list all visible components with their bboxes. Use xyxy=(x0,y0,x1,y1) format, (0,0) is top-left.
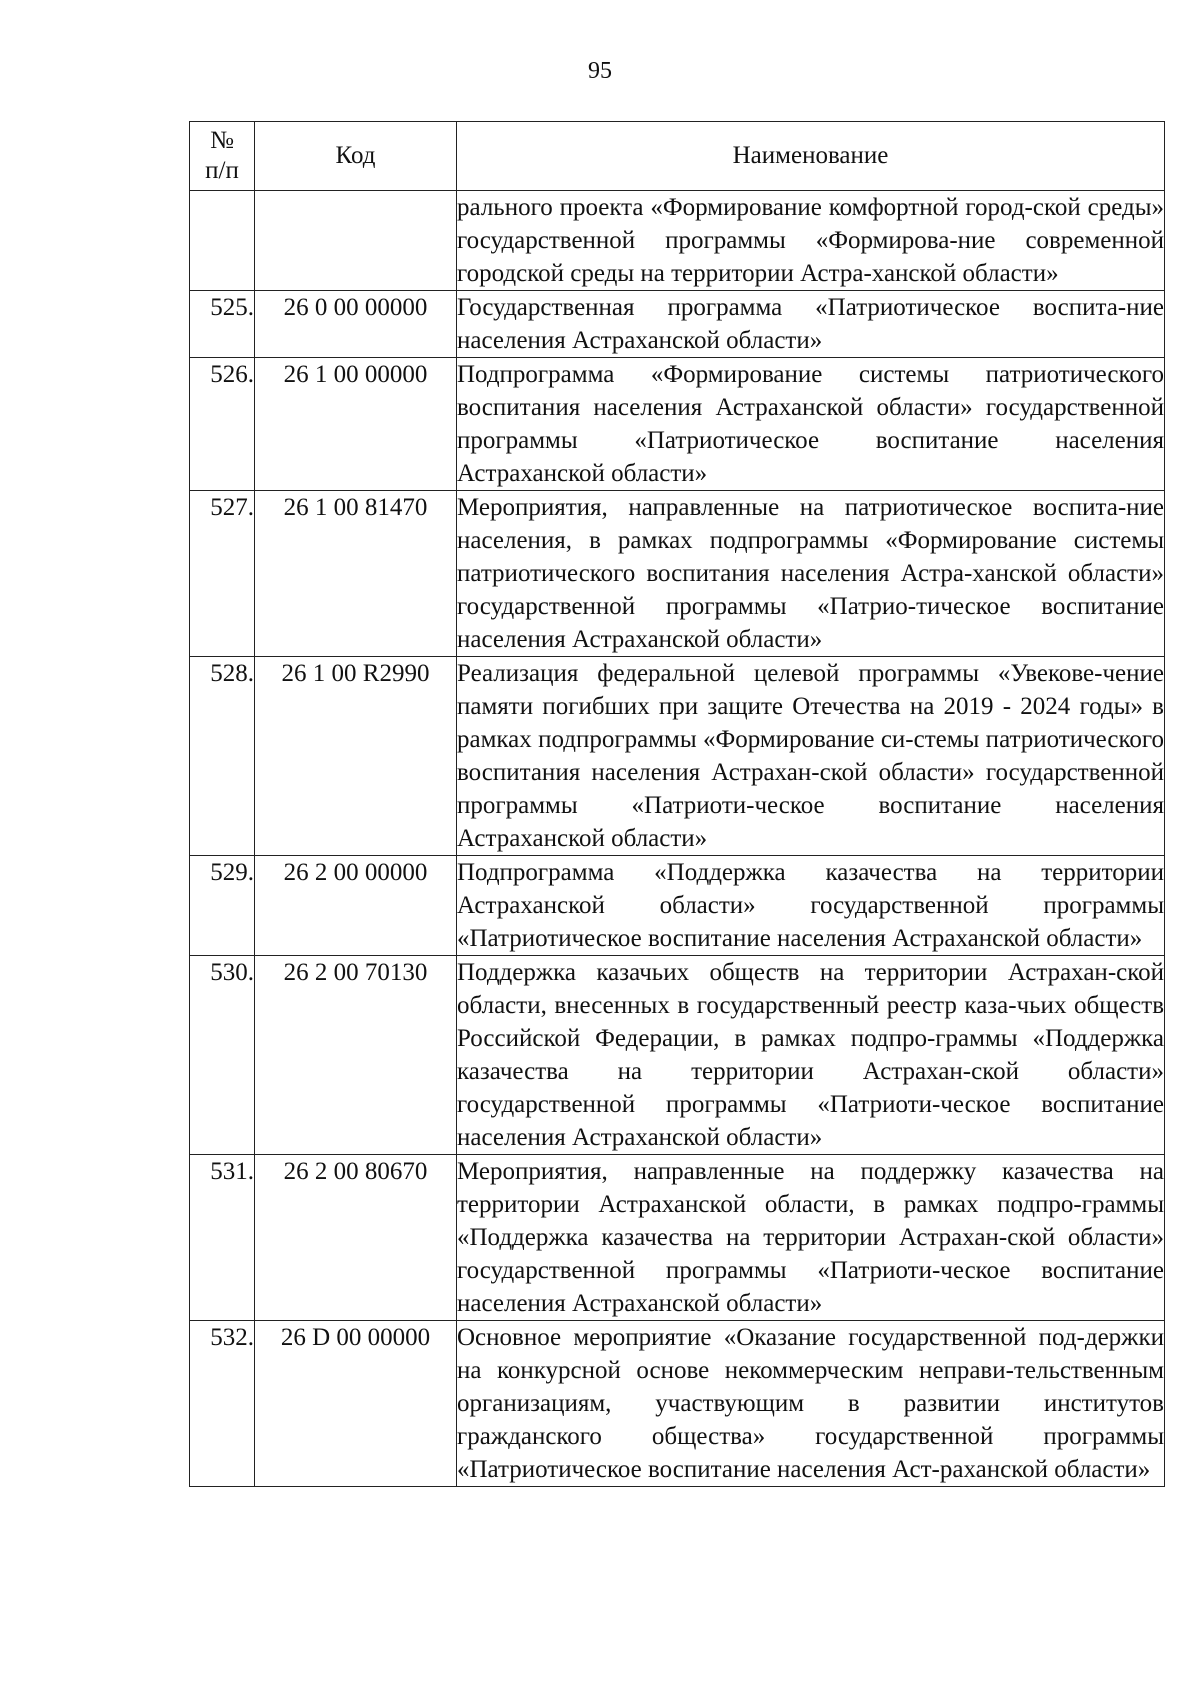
row-code: 26 1 00 R2990 xyxy=(255,657,457,856)
row-number: 532. xyxy=(190,1321,255,1487)
row-name: Мероприятия, направленные на патриотическое воспита-ние населения, в рамках подпрограммы «Формирование системы патриотического воспитания населения Астра-ханской области» государственной программы «Патрио-тическое воспитание населения Астраханской области» xyxy=(457,491,1165,657)
row-number: 530. xyxy=(190,956,255,1155)
row-code: 26 2 00 70130 xyxy=(255,956,457,1155)
header-code: Код xyxy=(255,122,457,191)
row-name: Подпрограмма «Поддержка казачества на территории Астраханской области» государственной программы «Патриотическое воспитание населения Астраханской области» xyxy=(457,856,1165,956)
row-code: 26 1 00 00000 xyxy=(255,358,457,491)
table-row xyxy=(190,856,1165,956)
row-number xyxy=(190,191,255,291)
row-code: 26 D 00 00000 xyxy=(255,1321,457,1487)
classification-table xyxy=(189,121,1165,1487)
row-name: Реализация федеральной целевой программы «Увекове-чение памяти погибших при защите Отечества на 2019 - 2024 годы» в рамках подпрограммы «Формирование си-стемы патриотического воспитания населения Астрахан-ской области» государственной программы «Патриоти-ческое воспитание населения Астраханской области» xyxy=(457,657,1165,856)
header-number xyxy=(190,122,255,191)
row-number: 525. xyxy=(190,291,255,358)
row-number: 531. xyxy=(190,1155,255,1321)
table-header-row xyxy=(190,122,1165,191)
row-name: рального проекта «Формирование комфортной город-ской среды» государственной программы «Формирова-ние современной городской среды на территории Астра-ханской области» xyxy=(457,191,1165,291)
row-code: 26 2 00 00000 xyxy=(255,856,457,956)
row-code: 26 2 00 80670 xyxy=(255,1155,457,1321)
table-row xyxy=(190,1155,1165,1321)
table-row xyxy=(190,291,1165,358)
header-number-line2: п/п xyxy=(205,157,239,184)
table-row xyxy=(190,956,1165,1155)
row-number: 526. xyxy=(190,358,255,491)
header-number-line1: № xyxy=(210,127,234,154)
row-number: 529. xyxy=(190,856,255,956)
table-row xyxy=(190,1321,1165,1487)
row-number: 527. xyxy=(190,491,255,657)
table-row xyxy=(190,491,1165,657)
row-code: 26 0 00 00000 xyxy=(255,291,457,358)
row-name: Государственная программа «Патриотическое воспита-ние населения Астраханской области» xyxy=(457,291,1165,358)
row-code: 26 1 00 81470 xyxy=(255,491,457,657)
row-code xyxy=(255,191,457,291)
page-number: 95 xyxy=(588,58,612,84)
row-name: Поддержка казачьих обществ на территории Астрахан-ской области, внесенных в государственный реестр каза-чьих обществ Российской Федерации, в рамках подпро-граммы «Поддержка казачества на территории Астрахан-ской области» государственной программы «Патриоти-ческое воспитание населения Астраханской области» xyxy=(457,956,1165,1155)
table-row xyxy=(190,358,1165,491)
header-name: Наименование xyxy=(457,122,1165,191)
row-number: 528. xyxy=(190,657,255,856)
row-name: Мероприятия, направленные на поддержку казачества на территории Астраханской области, в рамках подпро-граммы «Поддержка казачества на территории Астрахан-ской области» государственной программы «Патриоти-ческое воспитание населения Астраханской области» xyxy=(457,1155,1165,1321)
table-row xyxy=(190,657,1165,856)
table-row xyxy=(190,191,1165,291)
row-name: Основное мероприятие «Оказание государственной под-держки на конкурсной основе некоммерческим неправи-тельственным организациям, участвующим в развитии институтов гражданского общества» государственной программы «Патриотическое воспитание населения Аст-раханской области» xyxy=(457,1321,1165,1487)
row-name: Подпрограмма «Формирование системы патриотического воспитания населения Астраханской области» государственной программы «Патриотическое воспитание населения Астраханской области» xyxy=(457,358,1165,491)
